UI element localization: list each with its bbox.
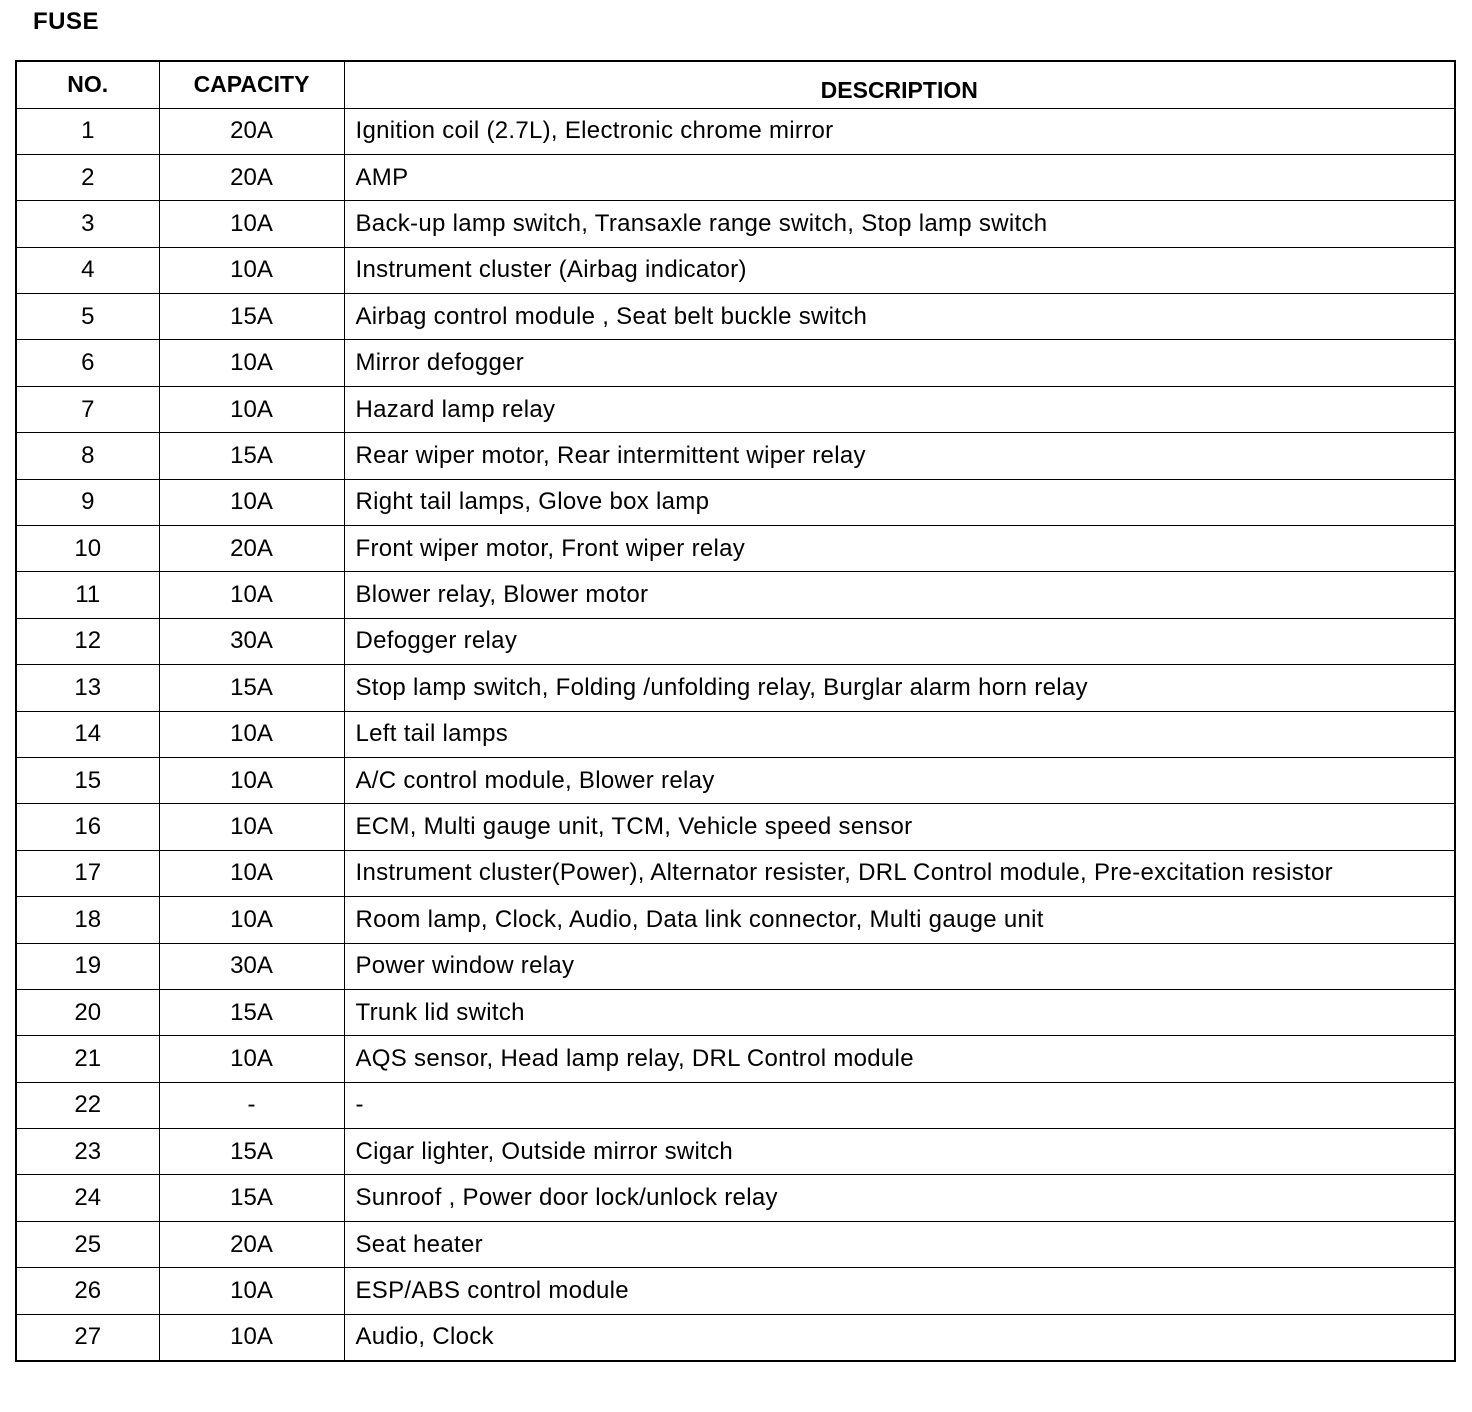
fuse-number-cell: 9 (16, 479, 159, 525)
fuse-number-cell: 25 (16, 1221, 159, 1267)
fuse-description-cell: Blower relay, Blower motor (344, 572, 1455, 618)
table-row (16, 526, 1455, 572)
table-row (16, 804, 1455, 850)
fuse-capacity-cell: 20A (159, 154, 344, 200)
fuse-capacity-cell: 10A (159, 247, 344, 293)
fuse-number-cell: 14 (16, 711, 159, 757)
fuse-number-cell: 22 (16, 1082, 159, 1128)
fuse-number-cell: 13 (16, 665, 159, 711)
table-row (16, 711, 1455, 757)
table-row (16, 1221, 1455, 1267)
table-row (16, 1314, 1455, 1360)
fuse-number-cell: 21 (16, 1036, 159, 1082)
table-row (16, 850, 1455, 896)
fuse-description-cell: Airbag control module , Seat belt buckle switch (344, 294, 1455, 340)
header-row (16, 61, 1455, 108)
fuse-description-cell: A/C control module, Blower relay (344, 757, 1455, 803)
fuse-capacity-cell: 10A (159, 1036, 344, 1082)
table-row (16, 943, 1455, 989)
table-row (16, 989, 1455, 1035)
fuse-description-cell: Power window relay (344, 943, 1455, 989)
fuse-number-cell: 27 (16, 1314, 159, 1360)
fuse-capacity-cell: 15A (159, 294, 344, 340)
fuse-capacity-cell: 10A (159, 572, 344, 618)
fuse-description-cell: Instrument cluster (Airbag indicator) (344, 247, 1455, 293)
fuse-capacity-cell: 10A (159, 201, 344, 247)
fuse-description-cell: - (344, 1082, 1455, 1128)
fuse-number-cell: 26 (16, 1268, 159, 1314)
fuse-capacity-cell: 15A (159, 1175, 344, 1221)
table-body (16, 108, 1455, 1361)
fuse-capacity-cell: 15A (159, 989, 344, 1035)
fuse-description-cell: Rear wiper motor, Rear intermittent wiper relay (344, 433, 1455, 479)
fuse-description-cell: AMP (344, 154, 1455, 200)
table-row (16, 386, 1455, 432)
fuse-number-cell: 7 (16, 386, 159, 432)
table-row (16, 108, 1455, 154)
table-row (16, 572, 1455, 618)
fuse-number-cell: 16 (16, 804, 159, 850)
fuse-capacity-cell: 20A (159, 526, 344, 572)
fuse-number-cell: 19 (16, 943, 159, 989)
table-row (16, 1268, 1455, 1314)
fuse-capacity-cell: 15A (159, 1129, 344, 1175)
fuse-description-cell: Mirror defogger (344, 340, 1455, 386)
fuse-capacity-cell: 15A (159, 433, 344, 479)
fuse-capacity-cell: 15A (159, 665, 344, 711)
fuse-capacity-cell: 20A (159, 1221, 344, 1267)
fuse-capacity-cell: 10A (159, 711, 344, 757)
table-row (16, 294, 1455, 340)
table-row (16, 618, 1455, 664)
fuse-number-cell: 23 (16, 1129, 159, 1175)
fuse-number-cell: 11 (16, 572, 159, 618)
fuse-description-cell: AQS sensor, Head lamp relay, DRL Control module (344, 1036, 1455, 1082)
table-row (16, 201, 1455, 247)
fuse-number-cell: 18 (16, 897, 159, 943)
table-row (16, 665, 1455, 711)
fuse-table (15, 60, 1456, 1362)
table-row (16, 340, 1455, 386)
fuse-capacity-cell: 10A (159, 804, 344, 850)
fuse-description-cell: Back-up lamp switch, Transaxle range switch, Stop lamp switch (344, 201, 1455, 247)
fuse-description-cell: Stop lamp switch, Folding /unfolding relay, Burglar alarm horn relay (344, 665, 1455, 711)
fuse-capacity-cell: 10A (159, 479, 344, 525)
fuse-number-cell: 20 (16, 989, 159, 1035)
fuse-capacity-cell: 10A (159, 897, 344, 943)
fuse-number-cell: 12 (16, 618, 159, 664)
fuse-description-cell: Instrument cluster(Power), Alternator resister, DRL Control module, Pre-excitation resistor (344, 850, 1455, 896)
fuse-description-cell: Left tail lamps (344, 711, 1455, 757)
fuse-description-cell: Trunk lid switch (344, 989, 1455, 1035)
table-row (16, 757, 1455, 803)
fuse-capacity-cell: 10A (159, 1314, 344, 1360)
table-row (16, 1082, 1455, 1128)
fuse-description-cell: Cigar lighter, Outside mirror switch (344, 1129, 1455, 1175)
fuse-capacity-cell: 10A (159, 386, 344, 432)
page-title: FUSE (33, 8, 100, 35)
table-row (16, 247, 1455, 293)
fuse-description-cell: Audio, Clock (344, 1314, 1455, 1360)
table-row (16, 1036, 1455, 1082)
fuse-capacity-cell: 20A (159, 108, 344, 154)
fuse-number-cell: 3 (16, 201, 159, 247)
fuse-number-cell: 24 (16, 1175, 159, 1221)
fuse-description-cell: Hazard lamp relay (344, 386, 1455, 432)
fuse-description-cell: Ignition coil (2.7L), Electronic chrome mirror (344, 108, 1455, 154)
fuse-number-cell: 6 (16, 340, 159, 386)
fuse-capacity-cell: 30A (159, 943, 344, 989)
fuse-capacity-cell: 10A (159, 340, 344, 386)
fuse-capacity-cell: 10A (159, 757, 344, 803)
fuse-number-cell: 5 (16, 294, 159, 340)
fuse-number-cell: 1 (16, 108, 159, 154)
fuse-description-cell: Front wiper motor, Front wiper relay (344, 526, 1455, 572)
table-row (16, 479, 1455, 525)
fuse-description-cell: ECM, Multi gauge unit, TCM, Vehicle speed sensor (344, 804, 1455, 850)
table-row (16, 154, 1455, 200)
fuse-number-cell: 8 (16, 433, 159, 479)
table-row (16, 1129, 1455, 1175)
fuse-capacity-cell: 30A (159, 618, 344, 664)
fuse-description-cell: ESP/ABS control module (344, 1268, 1455, 1314)
fuse-description-cell: Right tail lamps, Glove box lamp (344, 479, 1455, 525)
fuse-description-cell: Room lamp, Clock, Audio, Data link connector, Multi gauge unit (344, 897, 1455, 943)
header-capacity: CAPACITY (159, 61, 344, 108)
table-row (16, 1175, 1455, 1221)
fuse-number-cell: 4 (16, 247, 159, 293)
table-row (16, 897, 1455, 943)
fuse-capacity-cell: - (159, 1082, 344, 1128)
header-no: NO. (16, 61, 159, 108)
table-header (16, 61, 1455, 108)
fuse-number-cell: 17 (16, 850, 159, 896)
fuse-description-cell: Defogger relay (344, 618, 1455, 664)
fuse-capacity-cell: 10A (159, 1268, 344, 1314)
fuse-capacity-cell: 10A (159, 850, 344, 896)
fuse-number-cell: 2 (16, 154, 159, 200)
fuse-number-cell: 10 (16, 526, 159, 572)
header-description: DESCRIPTION (344, 61, 1455, 108)
fuse-description-cell: Sunroof , Power door lock/unlock relay (344, 1175, 1455, 1221)
fuse-number-cell: 15 (16, 757, 159, 803)
table-row (16, 433, 1455, 479)
fuse-description-cell: Seat heater (344, 1221, 1455, 1267)
